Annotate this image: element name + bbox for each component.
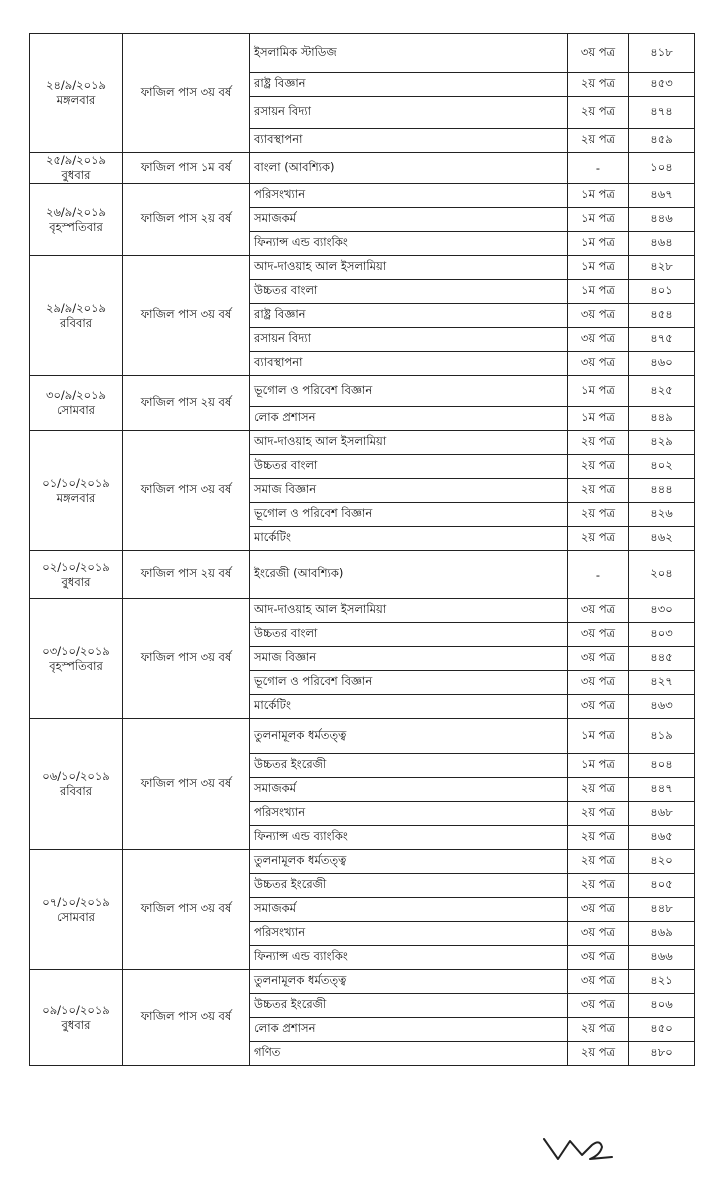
subject-name: ব্যাবস্থাপনা bbox=[250, 129, 568, 153]
table-row bbox=[30, 970, 695, 994]
exam-date-cell bbox=[30, 551, 123, 599]
subject-name: উচ্চতর বাংলা bbox=[250, 455, 568, 479]
subject-name: তুলনামূলক ধর্মতত্ত্ব bbox=[250, 850, 568, 874]
table-row bbox=[30, 719, 695, 754]
paper-number: ৩য় পত্র bbox=[568, 994, 629, 1018]
subject-code: ৪৪৮ bbox=[629, 898, 695, 922]
exam-date: ০৬/১০/২০১৯ bbox=[42, 769, 110, 783]
subject-code: ৪৬৪ bbox=[629, 232, 695, 256]
paper-number: ১ম পত্র bbox=[568, 280, 629, 304]
paper-number: ২য় পত্র bbox=[568, 97, 629, 129]
subject-code: ৪০১ bbox=[629, 280, 695, 304]
signature-mark bbox=[540, 1133, 620, 1167]
subject-code: ৪২৯ bbox=[629, 431, 695, 455]
paper-number: ৩য় পত্র bbox=[568, 922, 629, 946]
exam-day: রবিবার bbox=[59, 315, 93, 330]
paper-number: ২য় পত্র bbox=[568, 1042, 629, 1066]
subject-name: মার্কেটিং bbox=[250, 695, 568, 719]
paper-number: ১ম পত্র bbox=[568, 232, 629, 256]
subject-code: ৪২৭ bbox=[629, 671, 695, 695]
class-name: ফাজিল পাস ৩য় বর্ষ bbox=[123, 850, 250, 970]
class-name: ফাজিল পাস ১ম বর্ষ bbox=[123, 153, 250, 184]
exam-date: ২৫/৯/২০১৯ bbox=[45, 153, 107, 167]
exam-date: ০২/১০/২০১৯ bbox=[42, 559, 110, 574]
subject-code: ৪৮০ bbox=[629, 1042, 695, 1066]
subject-name: সমাজকর্ম bbox=[250, 208, 568, 232]
paper-number: ২য় পত্র bbox=[568, 455, 629, 479]
subject-name: উচ্চতর বাংলা bbox=[250, 623, 568, 647]
subject-name: আদ-দাওয়াহ আল ইসলামিয়া bbox=[250, 431, 568, 455]
subject-code: ৪০৬ bbox=[629, 994, 695, 1018]
paper-number: ১ম পত্র bbox=[568, 407, 629, 431]
table-row bbox=[30, 34, 695, 73]
subject-code: ৪২৫ bbox=[629, 376, 695, 407]
subject-name: সমাজ বিজ্ঞান bbox=[250, 647, 568, 671]
paper-number: ২য় পত্র bbox=[568, 802, 629, 826]
subject-name: বাংলা (আবশ্যিক) bbox=[250, 153, 568, 184]
subject-code: ৪৬২ bbox=[629, 527, 695, 551]
paper-number: ২য় পত্র bbox=[568, 826, 629, 850]
subject-code: ৪৭৫ bbox=[629, 328, 695, 352]
exam-day: মঙ্গলবার bbox=[56, 490, 96, 505]
paper-number: ২য় পত্র bbox=[568, 850, 629, 874]
subject-name: রাষ্ট্র বিজ্ঞান bbox=[250, 304, 568, 328]
subject-name: ভূগোল ও পরিবেশ বিজ্ঞান bbox=[250, 671, 568, 695]
subject-name: সমাজ বিজ্ঞান bbox=[250, 479, 568, 503]
subject-code: ৪৪৯ bbox=[629, 407, 695, 431]
paper-number: ১ম পত্র bbox=[568, 256, 629, 280]
table-row bbox=[30, 376, 695, 407]
paper-number: ২য় পত্র bbox=[568, 503, 629, 527]
subject-code: ৪৭৪ bbox=[629, 97, 695, 129]
subject-code: ৪৫৩ bbox=[629, 73, 695, 97]
subject-code: ৪৪৫ bbox=[629, 647, 695, 671]
paper-number: ৩য় পত্র bbox=[568, 946, 629, 970]
class-name: ফাজিল পাস ২য় বর্ষ bbox=[123, 551, 250, 599]
subject-code: ৪০৫ bbox=[629, 874, 695, 898]
subject-name: ইংরেজী (আবশ্যিক) bbox=[250, 551, 568, 599]
subject-name: সমাজকর্ম bbox=[250, 898, 568, 922]
subject-code: ৪২০ bbox=[629, 850, 695, 874]
subject-name: উচ্চতর বাংলা bbox=[250, 280, 568, 304]
exam-day: বৃহস্পতিবার bbox=[49, 658, 103, 673]
exam-day: সোমবার bbox=[56, 403, 96, 417]
class-name: ফাজিল পাস ৩য় বর্ষ bbox=[123, 34, 250, 153]
paper-number: ৩য় পত্র bbox=[568, 647, 629, 671]
class-name: ফাজিল পাস ৩য় বর্ষ bbox=[123, 719, 250, 850]
subject-name: ফিন্যান্স এন্ড ব্যাংকিং bbox=[250, 826, 568, 850]
class-name: ফাজিল পাস ৩য় বর্ষ bbox=[123, 599, 250, 719]
exam-date-cell bbox=[30, 719, 123, 850]
subject-name: ফিন্যান্স এন্ড ব্যাংকিং bbox=[250, 232, 568, 256]
subject-name: লোক প্রশাসন bbox=[250, 1018, 568, 1042]
table-row bbox=[30, 599, 695, 623]
subject-name: রসায়ন বিদ্যা bbox=[250, 328, 568, 352]
subject-name: ফিন্যান্স এন্ড ব্যাংকিং bbox=[250, 946, 568, 970]
subject-name: রসায়ন বিদ্যা bbox=[250, 97, 568, 129]
exam-day: সোমবার bbox=[56, 909, 96, 924]
subject-name: পরিসংখ্যান bbox=[250, 802, 568, 826]
class-name: ফাজিল পাস ২য় বর্ষ bbox=[123, 184, 250, 256]
exam-date-cell bbox=[30, 599, 123, 719]
paper-number: ১ম পত্র bbox=[568, 754, 629, 778]
paper-number: ৩য় পত্র bbox=[568, 970, 629, 994]
paper-number: - bbox=[568, 153, 629, 184]
subject-name: ইসলামিক স্টাডিজ bbox=[250, 34, 568, 73]
subject-code: ৪৬৬ bbox=[629, 946, 695, 970]
paper-number: ৩য় পত্র bbox=[568, 623, 629, 647]
exam-date-cell bbox=[30, 376, 123, 431]
paper-number: ২য় পত্র bbox=[568, 129, 629, 153]
subject-name: ভূগোল ও পরিবেশ বিজ্ঞান bbox=[250, 503, 568, 527]
subject-code: ৪১৯ bbox=[629, 719, 695, 754]
paper-number: ২য় পত্র bbox=[568, 431, 629, 455]
exam-date-cell bbox=[30, 970, 123, 1066]
subject-code: ৪১৮ bbox=[629, 34, 695, 73]
subject-code: ৪২৬ bbox=[629, 503, 695, 527]
subject-code: ৪৫০ bbox=[629, 1018, 695, 1042]
exam-date: ০৭/১০/২০১৯ bbox=[42, 894, 110, 909]
paper-number: ৩য় পত্র bbox=[568, 898, 629, 922]
exam-date-cell bbox=[30, 850, 123, 970]
subject-name: লোক প্রশাসন bbox=[250, 407, 568, 431]
paper-number: ২য় পত্র bbox=[568, 1018, 629, 1042]
subject-code: ৪২৮ bbox=[629, 256, 695, 280]
paper-number: ৩য় পত্র bbox=[568, 328, 629, 352]
paper-number: ১ম পত্র bbox=[568, 376, 629, 407]
table-row bbox=[30, 551, 695, 599]
paper-number: ৩য় পত্র bbox=[568, 34, 629, 73]
exam-day: বুধবার bbox=[61, 574, 91, 589]
subject-code: ৪০২ bbox=[629, 455, 695, 479]
paper-number: ১ম পত্র bbox=[568, 184, 629, 208]
table-row bbox=[30, 153, 695, 184]
subject-name: আদ-দাওয়াহ আল ইসলামিয়া bbox=[250, 256, 568, 280]
exam-date: ২৪/৯/২০১৯ bbox=[45, 78, 107, 92]
subject-code: ৪২১ bbox=[629, 970, 695, 994]
subject-name: সমাজকর্ম bbox=[250, 778, 568, 802]
exam-day: বুধবার bbox=[61, 168, 91, 182]
exam-day: বুধবার bbox=[61, 1017, 91, 1032]
exam-date: ০১/১০/২০১৯ bbox=[42, 475, 110, 490]
table-row bbox=[30, 256, 695, 280]
exam-date-cell bbox=[30, 153, 123, 184]
subject-code: ৪৬৯ bbox=[629, 922, 695, 946]
subject-code: ৪৬৭ bbox=[629, 184, 695, 208]
exam-routine-sheet bbox=[29, 33, 694, 1066]
subject-code: ৪০৩ bbox=[629, 623, 695, 647]
exam-date-cell bbox=[30, 431, 123, 551]
subject-code: ৪৪৬ bbox=[629, 208, 695, 232]
subject-name: মার্কেটিং bbox=[250, 527, 568, 551]
paper-number: ২য় পত্র bbox=[568, 479, 629, 503]
table-row bbox=[30, 850, 695, 874]
subject-code: ৪৬৮ bbox=[629, 802, 695, 826]
subject-code: ১০৪ bbox=[629, 153, 695, 184]
subject-name: পরিসংখ্যান bbox=[250, 922, 568, 946]
subject-code: ৪৫৯ bbox=[629, 129, 695, 153]
subject-name: পরিসংখ্যান bbox=[250, 184, 568, 208]
subject-name: উচ্চতর ইংরেজী bbox=[250, 754, 568, 778]
paper-number: ৩য় পত্র bbox=[568, 671, 629, 695]
paper-number: ২য় পত্র bbox=[568, 527, 629, 551]
paper-number: ১ম পত্র bbox=[568, 208, 629, 232]
subject-name: তুলনামূলক ধর্মতত্ত্ব bbox=[250, 719, 568, 754]
subject-code: ৪৬৫ bbox=[629, 826, 695, 850]
paper-number: ২য় পত্র bbox=[568, 874, 629, 898]
subject-name: ব্যাবস্থাপনা bbox=[250, 352, 568, 376]
table-row bbox=[30, 431, 695, 455]
subject-code: ৪৪৭ bbox=[629, 778, 695, 802]
subject-code: ৪৬০ bbox=[629, 352, 695, 376]
paper-number: ৩য় পত্র bbox=[568, 695, 629, 719]
subject-code: ২০৪ bbox=[629, 551, 695, 599]
paper-number: ৩য় পত্র bbox=[568, 304, 629, 328]
subject-code: ৪৬৩ bbox=[629, 695, 695, 719]
subject-code: ৪০৪ bbox=[629, 754, 695, 778]
class-name: ফাজিল পাস ৩য় বর্ষ bbox=[123, 431, 250, 551]
exam-date-cell bbox=[30, 184, 123, 256]
exam-routine-table bbox=[29, 33, 695, 1066]
subject-name: গণিত bbox=[250, 1042, 568, 1066]
exam-date: ২৯/৯/২০১৯ bbox=[45, 300, 107, 315]
exam-day: রবিবার bbox=[59, 784, 93, 798]
paper-number: ২য় পত্র bbox=[568, 73, 629, 97]
exam-date: ২৬/৯/২০১৯ bbox=[45, 204, 107, 219]
exam-date: ৩০/৯/২০১৯ bbox=[45, 388, 107, 402]
routine-body bbox=[30, 34, 695, 1066]
subject-code: ৪৩০ bbox=[629, 599, 695, 623]
subject-name: উচ্চতর ইংরেজী bbox=[250, 994, 568, 1018]
subject-name: ভূগোল ও পরিবেশ বিজ্ঞান bbox=[250, 376, 568, 407]
paper-number: - bbox=[568, 551, 629, 599]
subject-name: রাষ্ট্র বিজ্ঞান bbox=[250, 73, 568, 97]
exam-date-cell bbox=[30, 34, 123, 153]
class-name: ফাজিল পাস ৩য় বর্ষ bbox=[123, 970, 250, 1066]
subject-name: উচ্চতর ইংরেজী bbox=[250, 874, 568, 898]
paper-number: ১ম পত্র bbox=[568, 719, 629, 754]
class-name: ফাজিল পাস ২য় বর্ষ bbox=[123, 376, 250, 431]
subject-name: আদ-দাওয়াহ আল ইসলামিয়া bbox=[250, 599, 568, 623]
subject-code: ৪৫৪ bbox=[629, 304, 695, 328]
subject-name: তুলনামূলক ধর্মতত্ত্ব bbox=[250, 970, 568, 994]
paper-number: ২য় পত্র bbox=[568, 778, 629, 802]
exam-day: মঙ্গলবার bbox=[56, 93, 96, 107]
paper-number: ৩য় পত্র bbox=[568, 599, 629, 623]
class-name: ফাজিল পাস ৩য় বর্ষ bbox=[123, 256, 250, 376]
table-row bbox=[30, 184, 695, 208]
paper-number: ৩য় পত্র bbox=[568, 352, 629, 376]
exam-date-cell bbox=[30, 256, 123, 376]
exam-day: বৃহস্পতিবার bbox=[49, 219, 103, 234]
exam-date: ০৯/১০/২০১৯ bbox=[42, 1002, 110, 1017]
subject-code: ৪৪৪ bbox=[629, 479, 695, 503]
exam-date: ০৩/১০/২০১৯ bbox=[42, 643, 110, 658]
